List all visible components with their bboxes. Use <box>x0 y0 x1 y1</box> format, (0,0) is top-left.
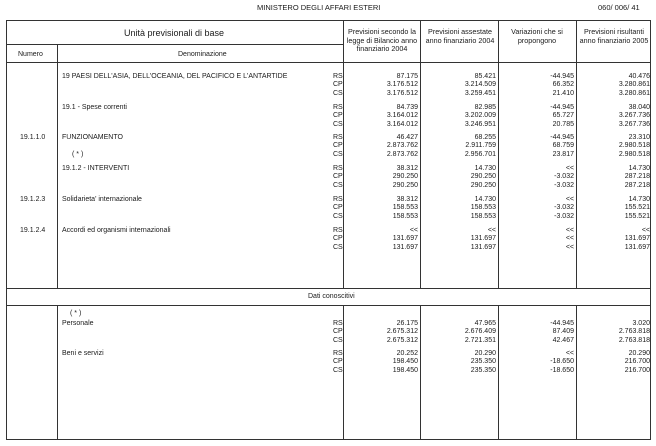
vline-col2 <box>420 20 421 288</box>
dati-star: ( * ) <box>70 310 82 317</box>
vline-col3 <box>498 20 499 288</box>
vline-col1-lower <box>343 305 344 440</box>
row-2-numero: 19.1.1.0 <box>20 134 46 141</box>
row-4-c2-values: 14.730 158.553 158.553 <box>470 196 496 220</box>
row-3-c3-values: << -3.032 -3.032 <box>554 165 574 189</box>
header-numero: Numero <box>18 51 43 58</box>
header-col4: Previsioni risultanti anno finanziario 2005 <box>579 27 649 45</box>
row-0-label: 19 PAESI DELL'ASIA, DELL'OCEANIA, DEL PACIFICO E L'ANTARTIDE <box>62 73 288 80</box>
row-5-c1-values: << 131.697 131.697 <box>392 227 418 251</box>
row-1-c4-values: 38.040 3.267.736 3.267.736 <box>618 104 650 128</box>
divider-dati-bottom <box>6 305 651 306</box>
dati-row-0-c2-values: 47.965 2.676.409 2.721.351 <box>464 320 496 344</box>
row-3-c2-values: 14.730 290.250 290.250 <box>470 165 496 189</box>
vline-numero-lower <box>57 305 58 440</box>
row-1-c3-values: -44.945 65.727 20.785 <box>550 104 574 128</box>
dati-row-0-types: RS CP CS <box>333 320 343 344</box>
row-3-label: 19.1.2 - INTERVENTI <box>62 165 130 172</box>
row-0-c4-values: 40.476 3.280.861 3.280.861 <box>618 73 650 97</box>
ministry-title: MINISTERO DEGLI AFFARI ESTERI <box>257 3 381 12</box>
row-1-c1-values: 84.739 3.164.012 3.164.012 <box>386 104 418 128</box>
row-2-c2-values: 68.255 2.911.759 2.956.701 <box>464 134 496 158</box>
row-5-label: Accordi ed organismi internazionali <box>62 227 171 234</box>
dati-row-1-c1-values: 20.252 198.450 198.450 <box>392 350 418 374</box>
row-5-c3-values: << << << <box>565 227 574 251</box>
row-0-c2-values: 85.421 3.214.509 3.259.451 <box>464 73 496 97</box>
dati-row-1-label: Beni e servizi <box>62 350 104 357</box>
dati-row-1-c3-values: << -18.650 -18.650 <box>550 350 574 374</box>
row-4-c4-values: 14.730 155.521 155.521 <box>624 196 650 220</box>
vline-col4 <box>576 20 577 288</box>
dati-row-0-c4-values: 3.020 2.763.818 2.763.818 <box>618 320 650 344</box>
dati-row-1-types: RS CP CS <box>333 350 343 374</box>
divider-header-bottom <box>6 62 651 63</box>
header-col2: Previsioni assestate anno finanziario 2004 <box>425 27 495 45</box>
vline-col2-lower <box>420 305 421 440</box>
row-5-types: RS CP CS <box>333 227 343 251</box>
header-unita: Unità previsionali di base <box>124 28 225 38</box>
row-2-c1-values: 46.427 2.873.762 2.873.762 <box>386 134 418 158</box>
dati-row-1-c4-values: 20.290 216.700 216.700 <box>624 350 650 374</box>
row-5-c4-values: << 131.697 131.697 <box>624 227 650 251</box>
row-1-label: 19.1 - Spese correnti <box>62 104 127 111</box>
row-4-types: RS CP CS <box>333 196 343 220</box>
header-col3: Variazioni che si propongono <box>511 27 563 45</box>
row-0-types: RS CP CS <box>333 73 343 97</box>
dati-row-1-c2-values: 20.290 235.350 235.350 <box>470 350 496 374</box>
vline-numero <box>57 44 58 288</box>
row-1-c2-values: 82.985 3.202.009 3.246.951 <box>464 104 496 128</box>
row-4-numero: 19.1.2.3 <box>20 196 46 203</box>
row-3-c4-values: 14.730 287.218 287.218 <box>624 165 650 189</box>
dati-title: Dati conoscitivi <box>308 293 355 300</box>
divider-dati-top <box>6 288 651 289</box>
header-col1: Previsioni secondo la legge di Bilancio anno finanziario 2004 <box>346 27 418 53</box>
row-2-types: RS CP CS <box>333 134 343 158</box>
row-3-c1-values: 38.312 290.250 290.250 <box>392 165 418 189</box>
dati-row-0-c3-values: -44.945 87.409 42.467 <box>550 320 574 344</box>
vline-col1 <box>343 20 344 288</box>
row-2-sublabel: ( * ) <box>72 150 84 158</box>
vline-col3-lower <box>498 305 499 440</box>
row-5-numero: 19.1.2.4 <box>20 227 46 234</box>
row-3-types: RS CP CS <box>333 165 343 189</box>
row-0-c3-values: -44.945 66.352 21.410 <box>550 73 574 97</box>
row-2-label: FUNZIONAMENTO <box>62 134 123 141</box>
dati-row-0-c1-values: 26.175 2.675.312 2.675.312 <box>386 320 418 344</box>
row-1-types: RS CP CS <box>333 104 343 128</box>
row-2-c4-values: 23.310 2.980.518 2.980.518 <box>618 134 650 158</box>
row-4-label: Solidarieta' internazionale <box>62 196 142 203</box>
page-reference: 060/ 006/ 41 <box>598 3 640 12</box>
vline-col4-lower <box>576 305 577 440</box>
dati-row-0-label: Personale <box>62 320 94 327</box>
row-5-c2-values: << 131.697 131.697 <box>470 227 496 251</box>
row-4-c1-values: 38.312 158.553 158.553 <box>392 196 418 220</box>
header-denominazione: Denominazione <box>178 51 227 58</box>
row-4-c3-values: << -3.032 -3.032 <box>554 196 574 220</box>
row-2-c3-values: -44.945 68.759 23.817 <box>550 134 574 158</box>
row-0-c1-values: 87.175 3.176.512 3.176.512 <box>386 73 418 97</box>
